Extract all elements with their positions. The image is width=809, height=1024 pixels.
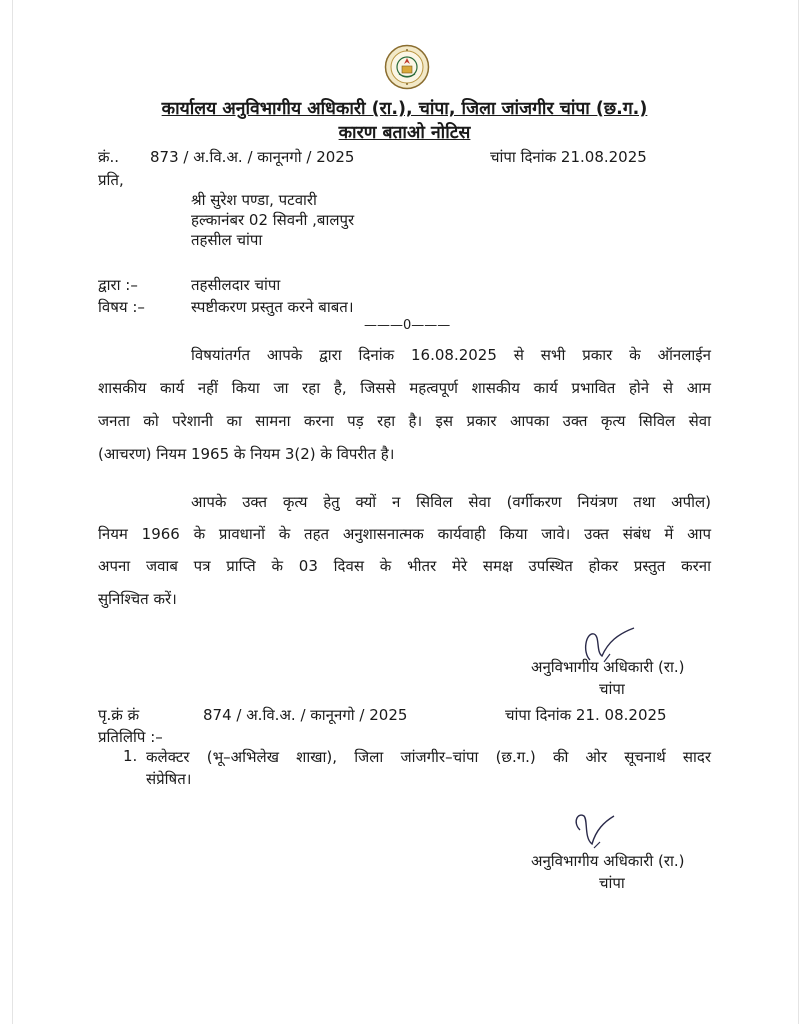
copy-item-line: संप्रेषित। bbox=[146, 770, 192, 788]
office-heading: कार्यालय अनुविभागीय अधिकारी (रा.), चांपा, जिला जांजगीर चांपा (छ.ग.) bbox=[161, 99, 648, 119]
endorsement-number: 874 / अ.वि.अ. / कानूनगो / 2025 bbox=[203, 706, 408, 724]
para2-line: आपके उक्त कृत्य हेतु क्यों न सिविल सेवा (वर्गीकरण नियंत्रण तथा अपील) bbox=[191, 493, 711, 511]
para1-line: (आचरण) नियम 1965 के नियम 3(2) के विपरीत है। bbox=[98, 445, 395, 463]
addressee-line: तहसील चांपा bbox=[191, 231, 263, 249]
addressee-line: हल्कानंबर 02 सिवनी ,बालपुर bbox=[191, 211, 355, 229]
copy-item-number: 1. bbox=[123, 747, 138, 765]
endorsement-label: पृ.क्रं क्रं bbox=[98, 706, 140, 724]
signatory-designation: अनुविभागीय अधिकारी (रा.) bbox=[531, 658, 685, 676]
para2-line: सुनिश्चित करें। bbox=[98, 590, 177, 608]
para1-line: जनता को परेशानी का सामना करना पड़ रहा है। इस प्रकार आपका उक्त कृत्य सिविल सेवा bbox=[98, 412, 711, 430]
through-label: द्वारा :– bbox=[98, 276, 138, 294]
subject-label: विषय :– bbox=[98, 298, 145, 316]
separator: ———0——— bbox=[364, 318, 451, 333]
to-label: प्रति, bbox=[98, 171, 124, 189]
signatory-place: चांपा bbox=[599, 680, 625, 698]
endorsement-place-date: चांपा दिनांक 21. 08.2025 bbox=[505, 706, 667, 724]
para1-line: विषयांतर्गत आपके द्वारा दिनांक 16.08.2025 से सभी प्रकार के ऑनलाईन bbox=[191, 346, 711, 364]
signatory-place: चांपा bbox=[599, 874, 625, 892]
ref-place-date: चांपा दिनांक 21.08.2025 bbox=[490, 148, 647, 166]
para2-line: नियम 1966 के प्रावधानों के तहत अनुशासनात्मक कार्यवाही किया जावे। उक्त संबंध में आप bbox=[98, 525, 711, 543]
chhattisgarh-emblem-icon bbox=[384, 44, 430, 90]
copy-item-line: कलेक्टर (भू–अभिलेख शाखा), जिला जांजगीर–चांपा (छ.ग.) की ओर सूचनार्थ सादर bbox=[146, 748, 711, 766]
ref-label: क्रं.. bbox=[98, 148, 120, 166]
notice-title: कारण बताओ नोटिस bbox=[338, 123, 471, 143]
through-value: तहसीलदार चांपा bbox=[191, 276, 281, 294]
subject-value: स्पष्टीकरण प्रस्तुत करने बाबत। bbox=[191, 298, 354, 316]
para2-line: अपना जवाब पत्र प्राप्ति के 03 दिवस के भीतर मेरे समक्ष उपस्थित होकर प्रस्तुत करना bbox=[98, 557, 711, 575]
ref-number: 873 / अ.वि.अ. / कानूनगो / 2025 bbox=[150, 148, 355, 166]
copy-label: प्रतिलिपि :– bbox=[98, 728, 163, 746]
para1-line: शासकीय कार्य नहीं किया जा रहा है, जिससे महत्वपूर्ण शासकीय कार्य प्रभावित होने से आम bbox=[98, 379, 711, 397]
signatory-designation: अनुविभागीय अधिकारी (रा.) bbox=[531, 852, 685, 870]
addressee-line: श्री सुरेश पण्डा, पटवारी bbox=[191, 191, 317, 209]
